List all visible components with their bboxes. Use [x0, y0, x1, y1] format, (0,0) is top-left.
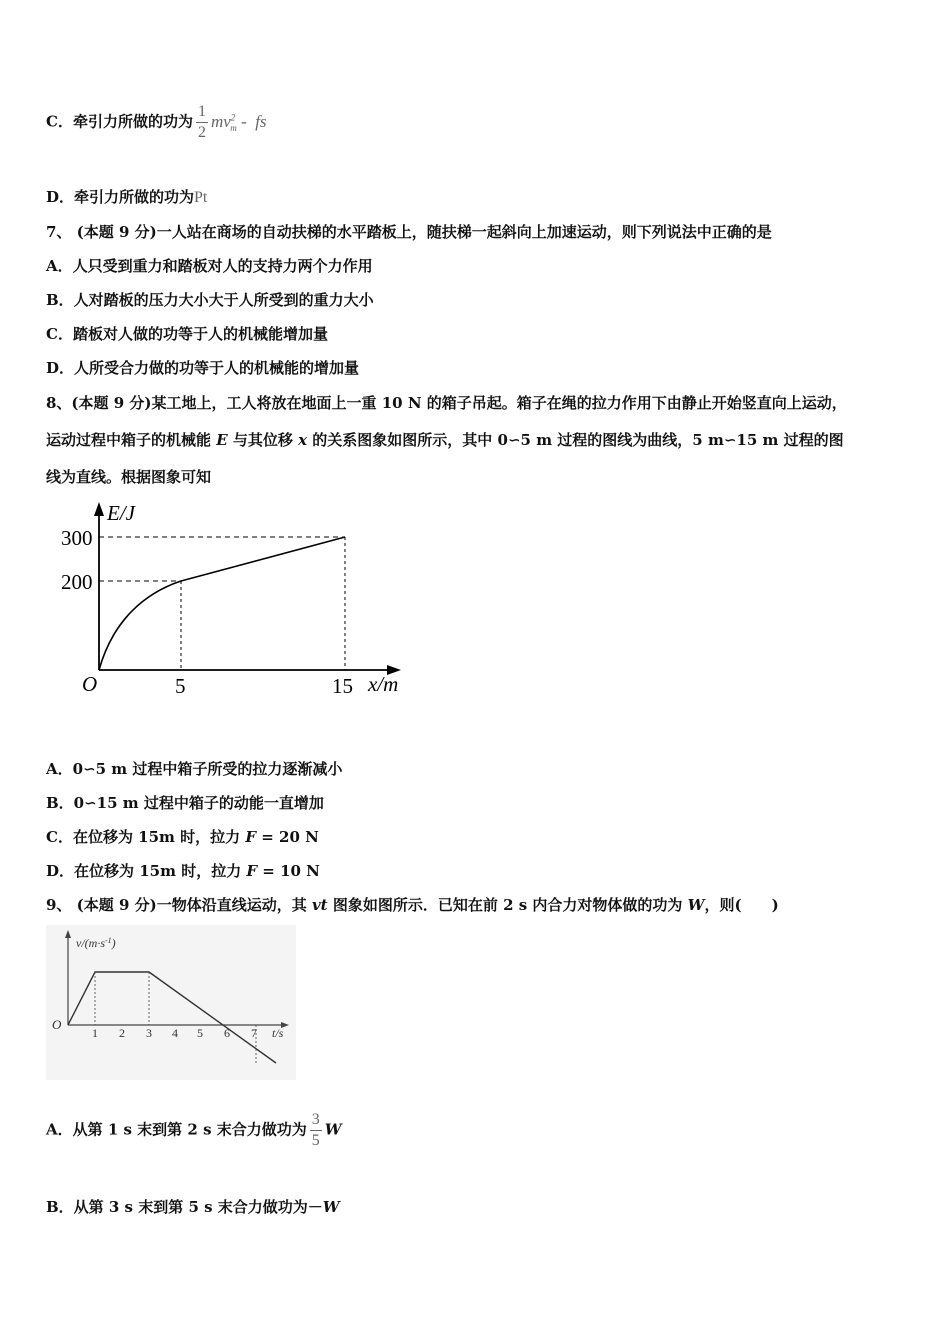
q9-stem: 9、 (本题 9 分)一物体沿直线运动，其 vt 图象如图所示．已知在前 2 s 内合力对物体做的功为 W，则( ) [46, 896, 779, 914]
q8-tick-5: 5 [175, 674, 186, 698]
q9-option-a-w: W [324, 1120, 342, 1139]
q9-tick-4: 4 [172, 1026, 178, 1040]
q8-stem-line2: 运动过程中箱子的机械能 E 与其位移 x 的关系图象如图所示，其中 0∽5 m 过程的图线为曲线，5 m∽15 m 过程的图 [46, 431, 844, 449]
q7-option-d: D．人所受合力做的功等于人的机械能的增加量 [46, 359, 360, 377]
q9-option-a-label: A．从第 1 s 末到第 2 s 末合力做功为 [46, 1120, 307, 1139]
q8-stem-line3: 线为直线。根据图象可知 [46, 468, 212, 486]
q9-origin: O [52, 1017, 62, 1032]
q8-y-label: E/J [107, 501, 135, 525]
q8-x-label: x/m [368, 672, 399, 696]
q6-option-d-label: D．牵引力所做的功为 [46, 188, 195, 206]
q6-option-d [46, 186, 207, 207]
q7-stem: 7、 (本题 9 分)一人站在商场的自动扶梯的水平踏板上，随扶梯一起斜向上加速运动，则下列说法中正确的是 [46, 223, 772, 241]
q9-tick-1: 1 [92, 1026, 98, 1040]
q7-option-c: C．踏板对人做的功等于人的机械能增加量 [46, 325, 328, 343]
q8-option-d: D．在位移为 15m 时，拉力 F = 10 N [46, 862, 320, 880]
q9-tick-2: 2 [119, 1026, 125, 1040]
q7-option-a: A．人只受到重力和踏板对人的支持力两个力作用 [46, 257, 373, 275]
q6-option-c-fraction [196, 104, 208, 141]
frac-den: 2 [197, 124, 206, 141]
q6-option-c-label: C．牵引力所做的功为 [46, 112, 193, 131]
q9-tick-7: 7 [251, 1026, 257, 1040]
q9-tick-6: 6 [224, 1026, 230, 1040]
q8-energy-graph [55, 500, 415, 705]
q7-option-b: B．人对踏板的压力大小大于人所受到的重力大小 [46, 291, 374, 309]
q8-tick-300: 300 [61, 526, 93, 550]
q8-stem-line1: 8、(本题 9 分)某工地上，工人将放在地面上一重 10 N 的箱子吊起。箱子在绳的拉力作用下由静止开始竖直向上运动， [46, 394, 847, 412]
q9-tick-5: 5 [197, 1026, 203, 1040]
q9-option-a [46, 1112, 342, 1149]
q9-x-label: t/s [272, 1026, 284, 1040]
q9-tick-3: 3 [146, 1026, 152, 1040]
q8-tick-200: 200 [61, 570, 93, 594]
q9-y-label: $v/(m\cdot s^{-1})$ [76, 936, 116, 950]
q8-option-b: B．0∽15 m 过程中箱子的动能一直增加 [46, 794, 324, 812]
q9-option-b: B．从第 3 s 末到第 5 s 末合力做功为－W [46, 1198, 340, 1216]
q6-option-c [46, 104, 267, 141]
q9-vt-graph [46, 925, 296, 1080]
q6-option-c-expression: $mv^2_m$ - fs [210, 111, 267, 133]
frac-num: 1 [197, 103, 206, 120]
q8-origin: O [82, 672, 98, 696]
q8-tick-15: 15 [332, 674, 353, 698]
q8-option-a: A．0∽5 m 过程中箱子所受的拉力逐渐减小 [46, 760, 343, 778]
q8-curve [99, 581, 181, 670]
q8-straight-line [181, 537, 345, 581]
q9-option-a-fraction: $\frac{3}{5}$ [311, 1111, 320, 1149]
q8-y-arrow [94, 502, 104, 516]
q6-option-d-value: Pt [194, 189, 208, 206]
q8-option-c: C．在位移为 15m 时，拉力 F = 20 N [46, 828, 319, 846]
